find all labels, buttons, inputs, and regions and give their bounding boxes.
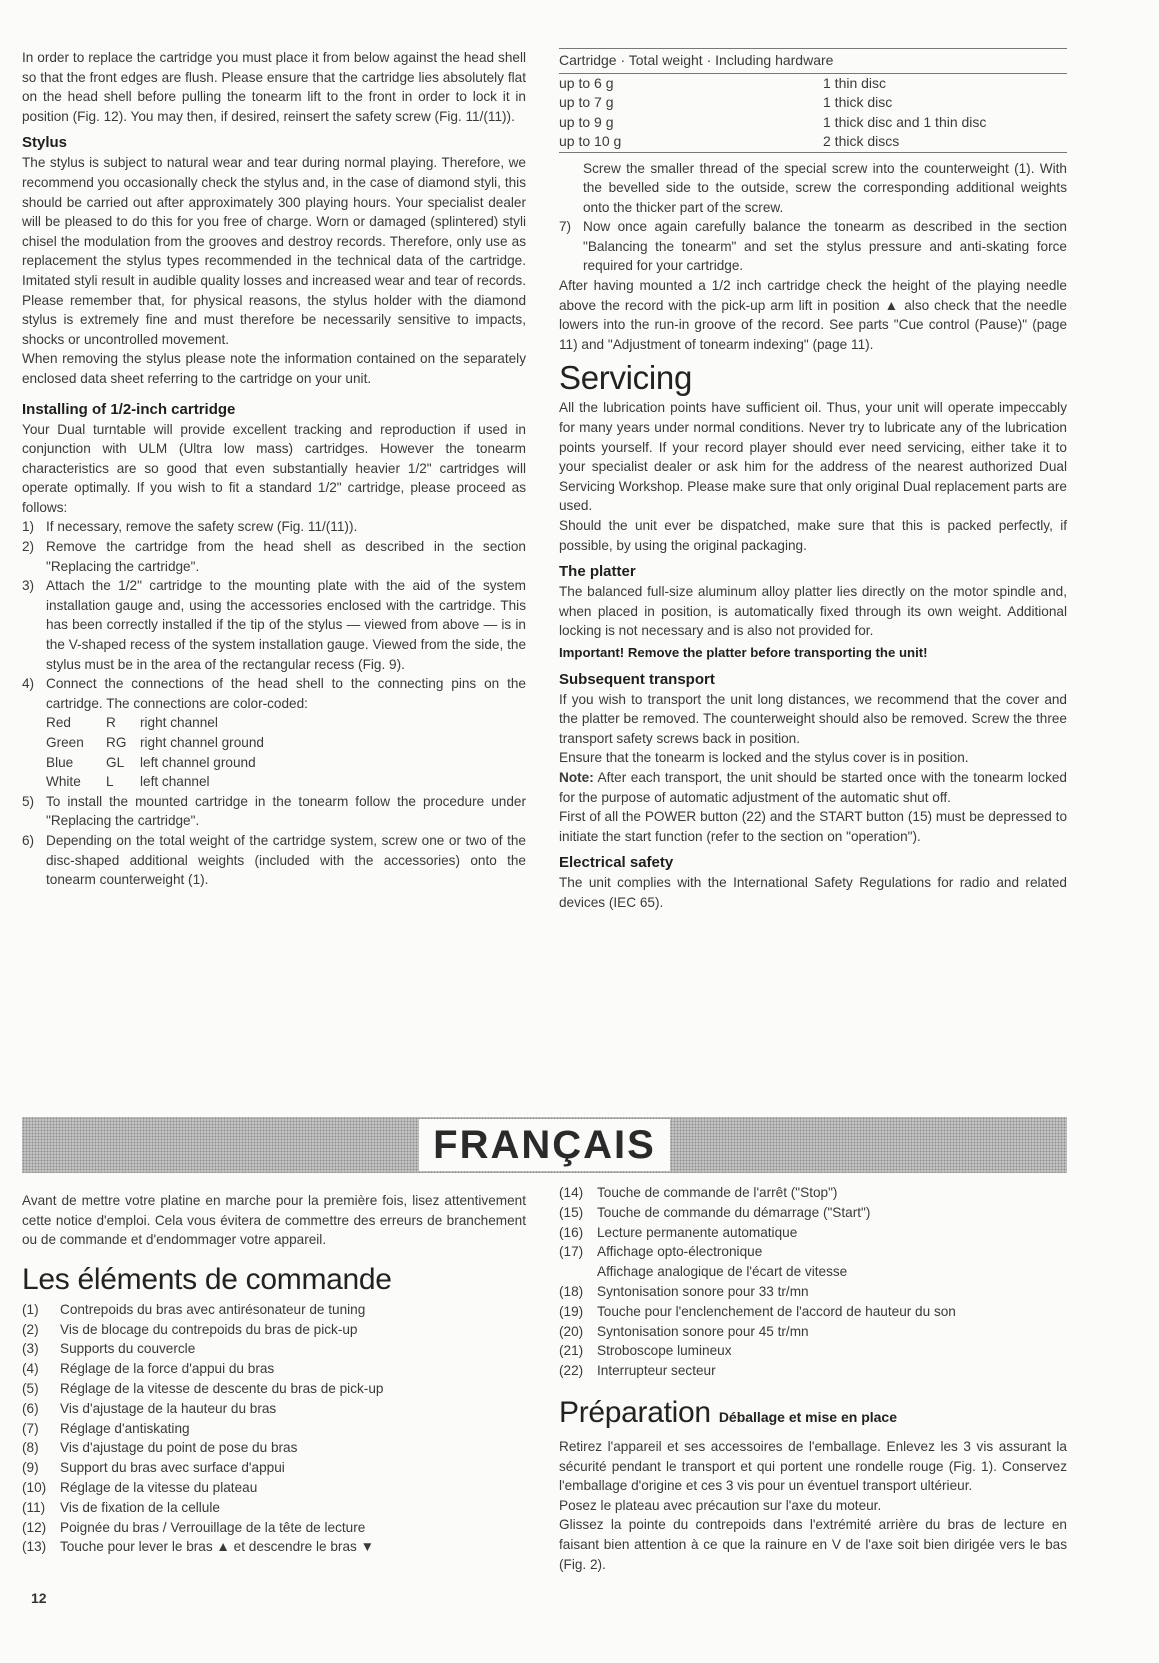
control-number: (4) — [22, 1361, 39, 1377]
control-item — [559, 1282, 1067, 1302]
control-item — [22, 1537, 526, 1557]
stylus-heading: Stylus — [22, 134, 68, 152]
weight-cell: up to 10 g — [559, 132, 823, 152]
control-label: Réglage de la vitesse du plateau — [60, 1479, 258, 1495]
connection-row — [22, 733, 526, 753]
control-label: Support du bras avec surface d'appui — [60, 1460, 285, 1476]
french-right-column — [559, 1183, 1067, 1574]
control-number: (9) — [22, 1460, 39, 1476]
wire-color: Red — [46, 715, 71, 731]
control-number: (21) — [559, 1343, 584, 1359]
disc-cell: 2 thick discs — [823, 132, 1067, 152]
step-number: 1) — [22, 519, 35, 535]
french-intro-paragraph: Avant de mettre votre platine en marche pour la première fois, lisez attentivement cette notice d'emploi. Cela vous évitera de commettre des erreurs de branchement ou de commande et d'endommager votre appareil. — [22, 1193, 526, 1248]
language-banner — [22, 1117, 1067, 1173]
dispatch-paragraph: Should the unit ever be dispatched, make sure that this is packed perfectly, if possible, by using the original packaging. — [559, 518, 1067, 553]
wire-code: GL — [106, 754, 125, 770]
connection-row — [22, 753, 526, 773]
preparation-heading — [559, 1393, 1067, 1437]
control-label: Supports du couvercle — [60, 1341, 196, 1357]
step-7 — [559, 217, 1067, 276]
install-steps — [22, 517, 526, 713]
control-label: Touche pour l'enclenchement de l'accord de hauteur du son — [597, 1303, 956, 1319]
weight-row — [559, 132, 1067, 152]
control-number: (20) — [559, 1323, 584, 1339]
install-step — [22, 537, 526, 576]
control-item — [559, 1183, 1067, 1203]
control-label: Affichage analogique de l'écart de vitesse — [597, 1264, 848, 1280]
control-item — [559, 1341, 1067, 1361]
control-label: Vis d'ajustage de la hauteur du bras — [60, 1400, 277, 1416]
control-item — [22, 1320, 526, 1340]
step-number: 7) — [559, 219, 572, 235]
wire-code: RG — [106, 735, 127, 750]
wire-desc: right channel — [140, 715, 218, 731]
control-item — [559, 1203, 1067, 1223]
control-label: Vis de fixation de la cellule — [60, 1499, 220, 1515]
wire-desc: left channel ground — [140, 754, 256, 770]
weight-row — [559, 93, 1067, 113]
control-label: Affichage opto-électronique — [597, 1244, 763, 1260]
control-number: (11) — [22, 1499, 46, 1515]
control-number: (13) — [22, 1539, 47, 1555]
control-number: (7) — [22, 1420, 39, 1436]
install-step — [22, 674, 526, 713]
control-number: (1) — [22, 1301, 39, 1317]
step-text: Connect the connections of the head shell to the connecting pins on the cartridge. The connections are color-coded: — [46, 676, 526, 711]
power-start-paragraph: First of all the POWER button (22) and the START button (15) must be depressed to initiate the start function (refer to the section on "operation"). — [559, 809, 1067, 844]
step-text: Now once again carefully balance the tonearm as described in the section "Balancing the tonearm" and set the stylus pressure and anti-skating force required for your cartridge. — [583, 219, 1067, 274]
install-paragraph: Your Dual turntable will provide excellent tracking and reproduction if used in conjunction with ULM (Ultra low mass) cartridges. However the tonearm characteristics are so good that even substantially heavier 1/2" cartridges will operate optimally. If you wish to fit a standard 1/2" cartridge, please proceed as follows: — [22, 421, 526, 515]
wire-code: R — [106, 715, 116, 731]
control-number: (16) — [559, 1224, 584, 1240]
weight-table — [559, 48, 1067, 153]
transport-heading: Subsequent transport — [559, 670, 715, 688]
note-paragraph — [559, 768, 1067, 807]
control-label: Réglage d'antiskating — [60, 1420, 190, 1436]
control-number: (12) — [22, 1519, 47, 1535]
control-item — [559, 1262, 1067, 1282]
page-number: 12 — [31, 1590, 47, 1606]
english-right-column — [559, 48, 1067, 913]
step-text: Remove the cartridge from the head shell as described in the section "Replacing the cartridge". — [46, 539, 526, 574]
control-item — [22, 1438, 526, 1458]
install-step — [22, 517, 526, 537]
control-label: Syntonisation sonore pour 33 tr/mn — [597, 1283, 809, 1299]
english-left-column — [22, 48, 526, 890]
control-number: (18) — [559, 1283, 584, 1299]
transport-paragraph: If you wish to transport the unit long distances, we recommend that the cover and the platter be removed. The counterweight should also be removed. Screw the three transport safety screws back in position. — [559, 691, 1067, 746]
control-item — [559, 1322, 1067, 1342]
electrical-paragraph: The unit complies with the International Safety Regulations for radio and related devices (IEC 65). — [559, 875, 1067, 910]
control-item — [22, 1458, 526, 1478]
control-label: Vis d'ajustage du point de pose du bras — [60, 1440, 298, 1456]
controls-heading: Les éléments de commande — [22, 1262, 392, 1296]
connection-codes — [22, 713, 526, 791]
stylus-removal-paragraph: When removing the stylus please note the information contained on the separately enclosed data sheet referring to the cartridge on your unit. — [22, 351, 526, 386]
control-item — [22, 1379, 526, 1399]
control-item — [559, 1223, 1067, 1243]
control-number: (8) — [22, 1440, 39, 1456]
step-text: If necessary, remove the safety screw (Fig. 11/(11)). — [46, 519, 358, 535]
weight-cell: up to 7 g — [559, 94, 614, 110]
control-label: Réglage de la vitesse de descente du bras de pick-up — [60, 1380, 384, 1396]
weight-cell: up to 6 g — [559, 74, 614, 91]
important-notice: Important! Remove the platter before transporting the unit! — [559, 644, 928, 660]
control-number: (14) — [559, 1185, 584, 1200]
electrical-heading: Electrical safety — [559, 854, 674, 872]
install-step — [22, 831, 526, 890]
counterweight-paragraph: Glissez la pointe du contrepoids dans l'extrémité arrière du bras de lecture en faisant bien attention à ce que la rainure en V de l'axe soit bien dirigée vers le bas (Fig. 2). — [559, 1517, 1067, 1572]
note-label: Note: — [559, 769, 594, 785]
control-number: (6) — [22, 1400, 39, 1416]
control-label: Lecture permanente automatique — [597, 1224, 798, 1240]
weight-table-header — [559, 49, 1067, 74]
step-number: 4) — [22, 676, 35, 692]
weight-row — [559, 113, 1067, 133]
control-item — [22, 1498, 526, 1518]
control-label: Interrupteur secteur — [597, 1363, 716, 1379]
control-item — [559, 1302, 1067, 1322]
wire-desc: left channel — [140, 774, 210, 790]
control-label: Touche pour lever le bras ▲ et descendre le bras ▼ — [60, 1539, 375, 1555]
control-item — [22, 1399, 526, 1419]
control-label: Contrepoids du bras avec antirésonateur de tuning — [60, 1301, 366, 1317]
step-number: 2) — [22, 539, 35, 555]
french-left-column — [22, 1191, 526, 1557]
weight-cell: up to 9 g — [559, 113, 614, 130]
control-number — [559, 1262, 597, 1282]
control-number: (2) — [22, 1321, 39, 1337]
control-item — [559, 1242, 1067, 1262]
control-label: Touche de commande du démarrage ("Start") — [597, 1204, 871, 1220]
control-label: Stroboscope lumineux — [597, 1343, 732, 1359]
install-heading: Installing of 1/2-inch cartridge — [22, 400, 236, 418]
preparation-title: Préparation — [559, 1395, 711, 1429]
control-item — [22, 1359, 526, 1379]
step-number: 5) — [22, 793, 35, 809]
install-steps-continued — [22, 792, 526, 890]
control-label: Syntonisation sonore pour 45 tr/mn — [597, 1323, 809, 1339]
control-item — [22, 1300, 526, 1320]
platter-paragraph: The balanced full-size aluminum alloy platter lies directly on the motor spindle and, when placed in position, is automatically fixed through its own weight. Additional locking is not necessary and is also not provided for. — [559, 584, 1067, 639]
control-item — [559, 1361, 1067, 1381]
control-label: Vis de blocage du contrepoids du bras de pick-up — [60, 1321, 358, 1337]
step-text: Attach the 1/2" cartridge to the mounting plate with the aid of the system installation gauge and, using the accessories enclosed with the cartridge. This has been correctly installed if the tip of the stylus — viewed from above — is in the V-shaped recess of the system installation gauge. Viewed from the side, the stylus must be in the area of the rectangular recess (Fig. 9). — [46, 578, 526, 672]
step-text: To install the mounted cartridge in the tonearm follow the procedure under "Replacing the cartridge". — [46, 793, 526, 829]
preparation-paragraph: Retirez l'appareil et ses accessoires de l'emballage. Enlevez les 3 vis assurant la sécurité pendant le transport et qui portent une rondelle rouge (Fig. 1). Conservez l'emballage d'origine et ces 3 vis pour un éventuel transport ultérieur. — [559, 1438, 1067, 1494]
control-number: (19) — [559, 1303, 584, 1319]
install-step — [22, 792, 526, 831]
control-number: (17) — [559, 1244, 584, 1260]
controls-list — [22, 1300, 526, 1557]
preparation-subtitle: Déballage et mise en place — [718, 1408, 898, 1425]
wire-color: White — [46, 774, 81, 790]
connection-row — [22, 713, 526, 733]
after-mounting-paragraph: After having mounted a 1/2 inch cartridge check the height of the playing needle above the record with the pick-up arm lift in position ▲ also check that the needle lowers into the run-in groove of the record. See parts "Cue control (Pause)" (page 11) and "Adjustment of tonearm indexing" (page 11). — [559, 278, 1067, 352]
weight-row — [559, 73, 1067, 93]
control-item — [22, 1518, 526, 1538]
language-title: FRANÇAIS — [419, 1119, 670, 1171]
control-label: Touche de commande de l'arrêt ("Stop") — [597, 1185, 838, 1200]
wire-desc: right channel ground — [140, 735, 264, 750]
control-number: (15) — [559, 1204, 584, 1220]
servicing-heading: Servicing — [559, 359, 693, 397]
disc-cell: 1 thick disc — [823, 94, 893, 110]
connection-row — [22, 772, 526, 792]
control-number: (5) — [22, 1380, 39, 1396]
control-item — [22, 1339, 526, 1359]
stylus-paragraph: The stylus is subject to natural wear and tear during normal playing. Therefore, we recommend you occasionally check the stylus and, in the case of diamond styli, this should be carried out after approximately 300 playing hours. Your specialist dealer will be pleased to do this for you free of charge. Worn or damaged (splintered) styli chisel the modulation from the grooves and destroy records. Therefore, only use as replacement the stylus types recommended in the technical data of the cartridge. Imitated styli result in audible quality losses and increased wear and tear of records. Please remember that, for physical reasons, the stylus holder with the diamond stylus is extremely fine and must therefore be necessarily sensitive to impacts, shocks or uncontrolled movement. — [22, 155, 526, 347]
control-label: Réglage de la force d'appui du bras — [60, 1361, 275, 1377]
wire-color: Blue — [46, 754, 74, 770]
control-number: (3) — [22, 1341, 39, 1357]
wire-code: L — [106, 774, 114, 790]
control-item — [22, 1478, 526, 1498]
control-item — [22, 1419, 526, 1439]
platter-heading: The platter — [559, 563, 636, 581]
step-text: Depending on the total weight of the cartridge system, screw one or two of the disc-shaped additional weights (included with the accessories) onto the tonearm counterweight (1). — [46, 832, 526, 888]
wire-color: Green — [46, 735, 84, 750]
servicing-paragraph: All the lubrication points have sufficient oil. Thus, your unit will operate impeccably for many years under normal conditions. Never try to lubricate any of the lubrication points yourself. If your record player should ever need servicing, either take it to your specialist dealer or ask him for the address of the nearest authorized Dual Servicing Workshop. Please make sure that only original Dual replacement parts are used. — [559, 400, 1067, 514]
disc-cell: 1 thick disc and 1 thin disc — [823, 113, 987, 130]
weight-table-header-cell: Cartridge · Total weight · Including hardware — [559, 49, 1067, 74]
control-number: (22) — [559, 1363, 584, 1379]
note-text: After each transport, the unit should be started once with the tonearm locked for the purpose of automatic adjustment of the automatic shut off. — [559, 769, 1067, 805]
install-step — [22, 576, 526, 674]
controls-list-continued — [559, 1183, 1067, 1381]
disc-cell: 1 thin disc — [823, 74, 887, 91]
step-number: 6) — [22, 832, 35, 848]
step-number: 3) — [22, 578, 35, 594]
cartridge-replace-paragraph: In order to replace the cartridge you must place it from below against the head shell so that the front edges are flush. Please ensure that the cartridge lies absolutely flat on the head shell before pulling the tonearm lift to the front in order to lock it in position (Fig. 12). You may then, if desired, reinsert the safety screw (Fig. 11/(11)). — [22, 50, 526, 124]
tonearm-lock-paragraph: Ensure that the tonearm is locked and the stylus cover is in position. — [559, 750, 969, 766]
platter-placement-paragraph: Posez le plateau avec précaution sur l'axe du moteur. — [559, 1497, 882, 1513]
screw-paragraph: Screw the smaller thread of the special screw into the counterweight (1). With the bevelled side to the outside, screw the corresponding additional weights onto the thicker part of the screw. — [583, 160, 1067, 215]
control-label: Poignée du bras / Verrouillage de la tête de lecture — [60, 1519, 366, 1535]
control-number: (10) — [22, 1479, 47, 1495]
